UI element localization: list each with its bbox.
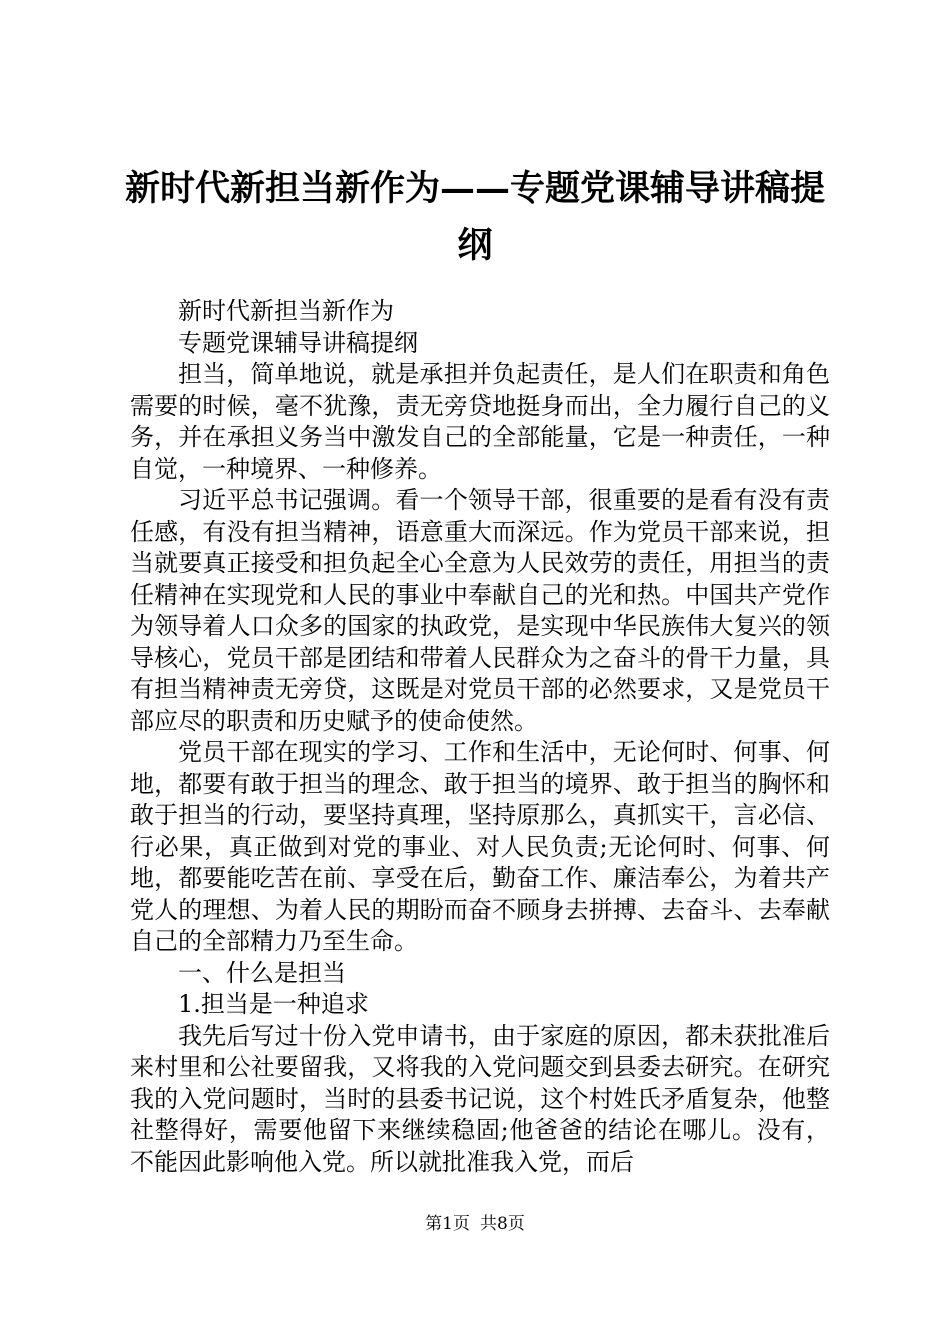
paragraph: 我先后写过十份入党申请书，由于家庭的原因，都未获批准后来村里和公社要留我，又将我的入党问题交到县委去研究。在研究我的入党问题时，当时的县委书记说，这个村姓氏矛盾复杂，他整社整得好，需要他留下来继续稳固;他爸爸的结论在哪儿。没有，不能因此影响他入党。所以就批准我入党，而后	[130, 1021, 830, 1176]
paragraph: 专题党课辅导讲稿提纲	[178, 328, 418, 357]
page-total: 共8页	[480, 1214, 525, 1234]
section-heading: 一、什么是担当	[178, 958, 346, 987]
page-number: 第1页	[425, 1214, 470, 1234]
paragraph: 担当，简单地说，就是承担并负起责任，是人们在职责和角色需要的时候，毫不犹豫，责无旁贷地挺身而出，全力履行自己的义务，并在承担义务当中激发自己的全部能量，它是一种责任，一种自觉，一种境界、一种修养。	[130, 360, 830, 483]
paragraph: 新时代新担当新作为	[178, 297, 394, 325]
document-body	[130, 296, 830, 1178]
subsection-heading: 1.担当是一种追求	[178, 990, 369, 1018]
paragraph: 习近平总书记强调。看一个领导干部，很重要的是看有没有责任感，有没有担当精神，语意重大而深远。作为党员干部来说，担当就要真正接受和担负起全心全意为人民效劳的责任，用担当的责任精神在实现党和人民的事业中奉献自己的光和热。中国共产党作为领导着人口众多的国家的执政党，是实现中华民族伟大复兴的领导核心，党员干部是团结和带着人民群众为之奋斗的骨干力量，具有担当精神责无旁贷，这既是对党员干部的必然要求，又是党员干部应尽的职责和历史赋予的使命使然。	[130, 486, 830, 735]
page-footer	[0, 1212, 950, 1236]
document-title: 新时代新担当新作为——专题党课辅导讲稿提纲	[124, 168, 825, 266]
paragraph: 党员干部在现实的学习、工作和生活中，无论何时、何事、何地，都要有敢于担当的理念、敢于担当的境界、敢于担当的胸怀和敢于担当的行动，要坚持真理，坚持原那么，真抓实干，言必信、行必果，真正做到对党的事业、对人民负责;无论何时、何事、何地，都要能吃苦在前、享受在后，勤奋工作、廉洁奉公，为着共产党人的理想、为着人民的期盼而奋不顾身去拼搏、去奋斗、去奉献自己的全部精力乃至生命。	[130, 738, 830, 955]
